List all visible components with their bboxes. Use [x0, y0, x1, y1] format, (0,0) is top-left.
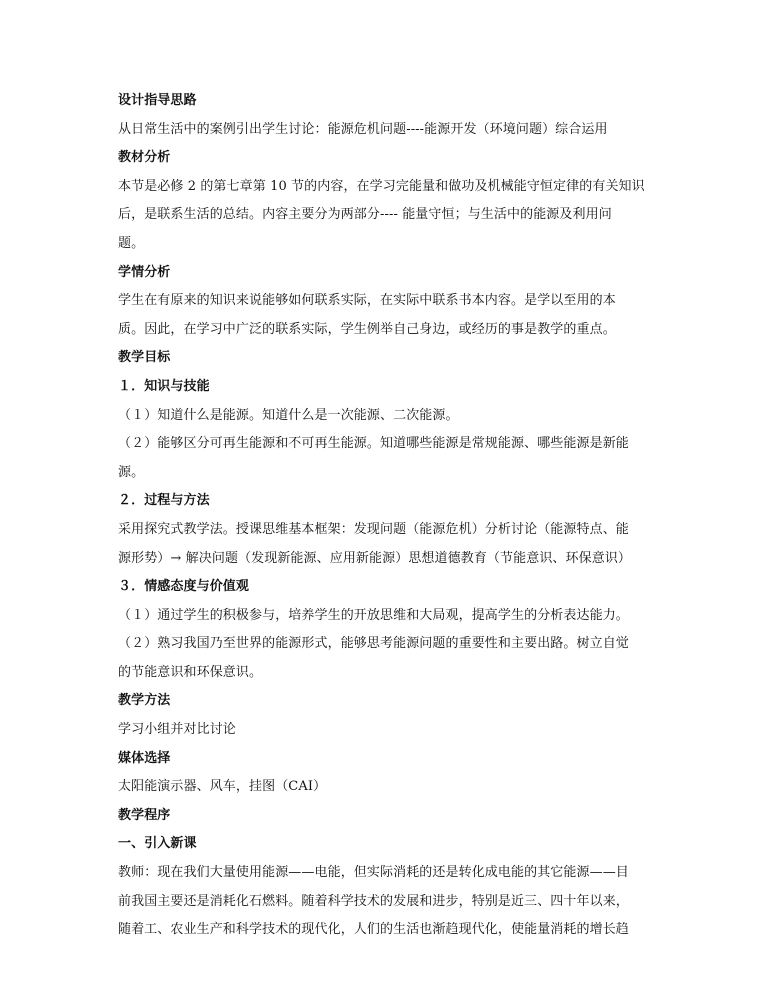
paragraph-line: 学生在有原来的知识来说能够如何联系实际，在实际中联系书本内容。是学以至用的本	[118, 293, 616, 309]
paragraph-line: （２）能够区分可再生能源和不可再生能源。知道哪些能源是常规能源、哪些能源是新能	[118, 436, 629, 452]
paragraph-line: 后，是联系生活的总结。内容主要分为两部分---- 能量守恒；与生活中的能源及利用问	[118, 207, 612, 223]
paragraph-line: 采用探究式教学法。授课思维基本框架：发现问题（能源危机）分析讨论（能源特点、能	[118, 521, 629, 537]
paragraph-line: （１）知道什么是能源。知道什么是一次能源、二次能源。	[118, 407, 459, 423]
paragraph-line: 太阳能演示器、风车，挂图（CAI）	[118, 779, 327, 795]
section-heading: 教学程序	[118, 807, 171, 823]
section-heading: 媒体选择	[118, 750, 171, 766]
paragraph-line: 题。	[118, 235, 145, 251]
paragraph-line: 学习小组并对比讨论	[118, 722, 236, 738]
paragraph-line: 质。因此，在学习中广泛的联系实际，学生例举自己身边，或经历的事是教学的重点。	[118, 321, 616, 337]
paragraph-line: 的节能意识和环保意识。	[118, 664, 263, 680]
paragraph-line: 随着工、农业生产和科学技术的现代化，人们的生活也渐趋现代化，使能量消耗的增长趋	[118, 922, 629, 938]
section-heading: 学情分析	[118, 264, 171, 280]
section-heading: 教材分析	[118, 150, 171, 166]
section-heading: ２．过程与方法	[118, 493, 210, 509]
section-heading: 教学方法	[118, 693, 171, 709]
section-heading: 设计指导思路	[118, 93, 197, 108]
paragraph-line: 前我国主要还是消耗化石燃料。随着科学技术的发展和进步，特别是近三、四十年以来，	[118, 893, 629, 909]
paragraph-line: 源。	[118, 464, 145, 480]
paragraph-line: 从日常生活中的案例引出学生讨论：能源危机问题----能源开发（环境问题）综合运用	[118, 121, 608, 137]
section-heading: ３．情感态度与价值观	[118, 579, 250, 595]
document-page	[118, 87, 658, 945]
section-heading: 一、引入新课	[118, 836, 197, 852]
paragraph-line: （２）熟习我国乃至世界的能源形式，能够思考能源问题的重要性和主要出路。树立自觉	[118, 636, 629, 652]
section-heading: １．知识与技能	[118, 378, 210, 394]
paragraph-line: 源形势）→ 解决问题（发现新能源、应用新能源）思想道德教育（节能意识、环保意识）	[118, 550, 632, 566]
paragraph-line: 本节是必修 2 的第七章第 10 节的内容，在学习完能量和做功及机械能守恒定律的有关知识	[118, 178, 645, 194]
section-heading: 教学目标	[118, 350, 171, 366]
paragraph-line: 教师：现在我们大量使用能源——电能，但实际消耗的还是转化成电能的其它能源——目	[118, 865, 629, 881]
paragraph-line: （１）通过学生的积极参与，培养学生的开放思维和大局观，提高学生的分析表达能力。	[118, 607, 629, 623]
